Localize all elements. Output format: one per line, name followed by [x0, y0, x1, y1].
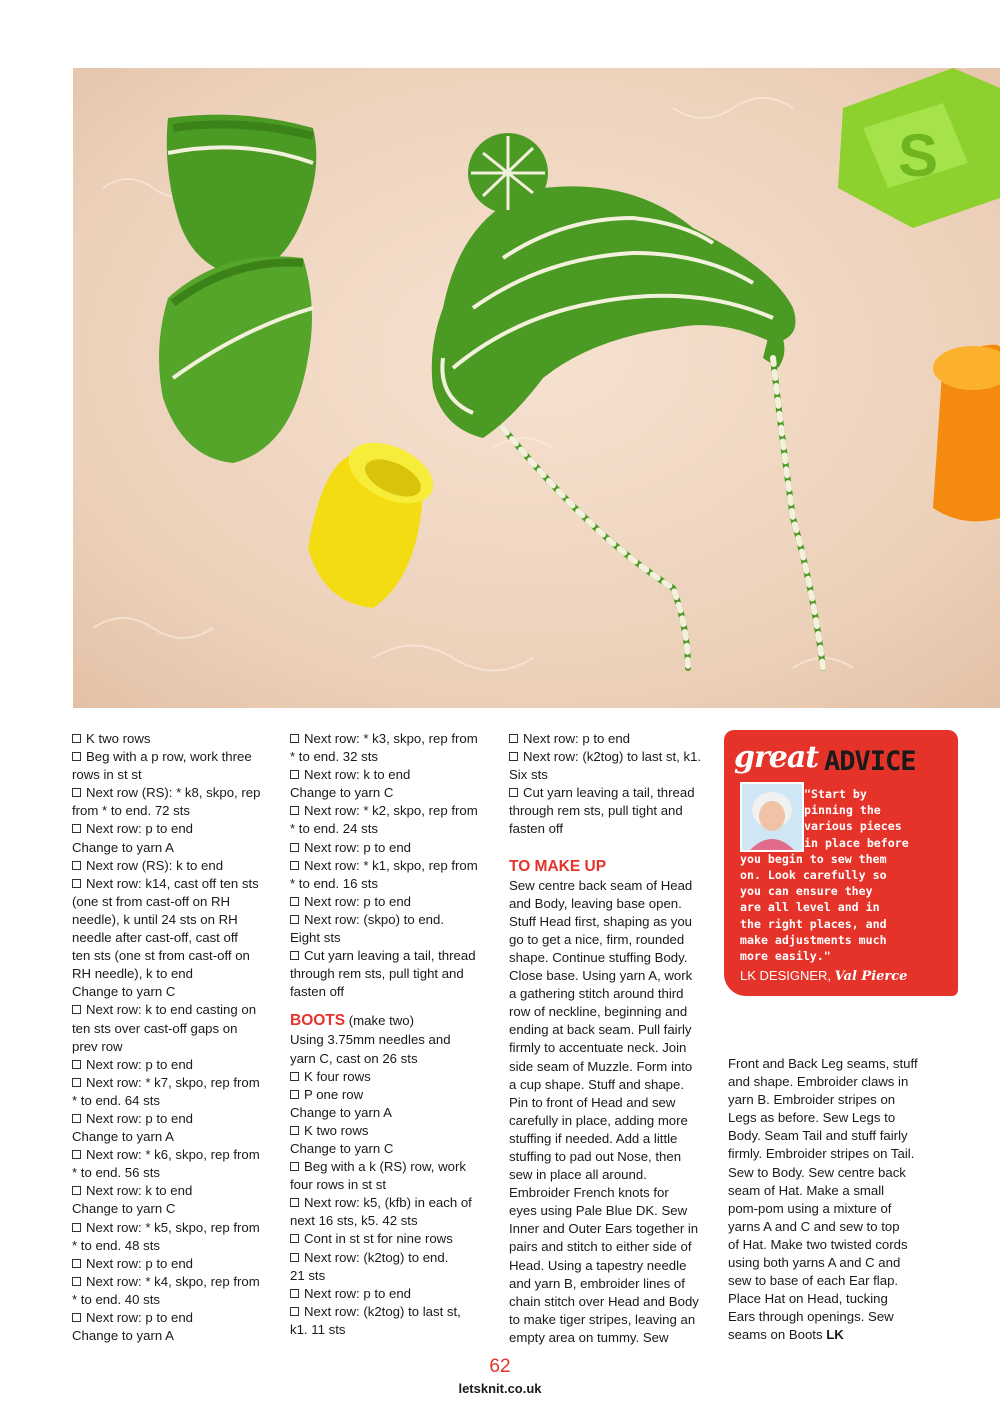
make-up-heading: TO MAKE UP [509, 857, 607, 875]
checkbox-icon[interactable] [290, 1234, 299, 1243]
instruction-line: Place Hat on Head, tucking [728, 1291, 888, 1307]
instruction-line: Embroider French knots for [509, 1185, 669, 1201]
instruction-line: pom-pom using a mixture of [728, 1200, 892, 1216]
advice-quote [740, 786, 950, 964]
checkbox-icon[interactable] [290, 1198, 299, 1207]
instruction-line: firmly. Embroider stripes on Tail. [728, 1146, 915, 1162]
boots-finish-instructions [509, 730, 714, 839]
boots-heading: BOOTS (make two) [290, 1012, 415, 1030]
instruction-line: 21 sts [290, 1267, 326, 1283]
checkbox-icon[interactable] [290, 1090, 299, 1099]
instruction-line: go to get a nice, firm, rounded [509, 931, 685, 947]
knitted-hats-illustration [73, 68, 1000, 708]
instruction-line: Sew to Body. Sew centre back [728, 1164, 906, 1180]
instruction-line: Stuff Head first, shaping as you [509, 913, 693, 929]
instruction-line: Front and Back Leg seams, stuff [728, 1056, 918, 1071]
quote-line: various pieces [804, 819, 902, 834]
instruction-line: Next row: k to end [72, 1182, 277, 1200]
instruction-line: yarn B. Embroider stripes on [728, 1092, 896, 1108]
instruction-line: side seam of Muzzle. Form into [509, 1058, 693, 1074]
instruction-line: ten sts (one st from cast-off on [72, 948, 250, 964]
instruction-line: Next row: * k6, skpo, rep from [72, 1146, 277, 1164]
checkbox-icon[interactable] [72, 861, 81, 870]
instruction-line: (one st from cast-off on RH [72, 893, 231, 909]
instruction-line: and shape. Embroider claws in [728, 1074, 909, 1090]
quote-line: "Start by [804, 787, 867, 801]
checkbox-icon[interactable] [290, 734, 299, 743]
checkbox-icon[interactable] [290, 1162, 299, 1171]
instruction-line: sew to base of each Ear flap. [728, 1273, 899, 1289]
quote-line: the right places, and [740, 916, 887, 931]
instruction-line: Next row: k to end [290, 766, 495, 784]
instruction-line: Next row: p to end [72, 1309, 277, 1327]
instruction-line: Next row (RS): * k8, skpo, rep [72, 784, 277, 802]
instruction-line: needle), k until 24 sts on RH [72, 911, 238, 927]
checkbox-icon[interactable] [72, 1150, 81, 1159]
instruction-line: using both yarns A and C and [728, 1255, 901, 1271]
instruction-line: empty area on tummy. Sew [509, 1329, 669, 1345]
instruction-line: stuffing if needed. Add a little [509, 1130, 678, 1146]
instruction-line: Inner and Outer Ears together in [509, 1221, 699, 1237]
instruction-line: K two rows [72, 730, 277, 748]
instruction-line: Next row: k14, cast off ten sts [72, 875, 277, 893]
checkbox-icon[interactable] [72, 1060, 81, 1069]
checkbox-icon[interactable] [290, 1307, 299, 1316]
advice-credit: LK DESIGNER, Val Pierce [740, 968, 908, 984]
checkbox-icon[interactable] [290, 897, 299, 906]
instruction-line: Using 3.75mm needles and [290, 1032, 451, 1048]
instruction-line: K four rows [290, 1068, 495, 1086]
instruction-line: Six sts [509, 767, 548, 783]
instruction-line: Next row: (k2tog) to end. [290, 1249, 495, 1267]
instruction-line: * to end. 16 sts [290, 875, 378, 891]
checkbox-icon[interactable] [72, 1277, 81, 1286]
pattern-column-2 [290, 730, 495, 1339]
great-advice-box [724, 730, 958, 996]
quote-line: make adjustments much [740, 932, 887, 947]
boots-instructions [290, 1031, 495, 1339]
instruction-line: Next row: k to end casting on [72, 1001, 277, 1019]
instruction-line: Next row: * k3, skpo, rep from [290, 730, 495, 748]
instruction-line: Next row: * k1, skpo, rep from [290, 857, 495, 875]
instruction-line: Head. Using a tapestry needle [509, 1257, 687, 1273]
instruction-line: Next row: * k2, skpo, rep from [290, 802, 495, 820]
instruction-line: prev row [72, 1038, 123, 1054]
checkbox-icon[interactable] [72, 1078, 81, 1087]
instruction-line: Next row: * k7, skpo, rep from [72, 1074, 277, 1092]
advice-title-great: great [734, 740, 819, 775]
quote-line: pinning the [804, 803, 881, 818]
instruction-line: Cut yarn leaving a tail, thread [509, 784, 714, 802]
checkbox-icon[interactable] [509, 752, 518, 761]
instruction-line: chain stitch over Head and Body [509, 1293, 699, 1309]
lk-signoff: LK [822, 1327, 844, 1343]
quote-line: are all level and in [740, 900, 880, 915]
instruction-line: * to end. 48 sts [72, 1237, 160, 1253]
toy-cup-orange [933, 345, 1000, 522]
instruction-line: Change to yarn A [72, 1129, 174, 1145]
pattern-column-1 [72, 730, 277, 1345]
instruction-line: Next row: p to end [72, 1110, 277, 1128]
instruction-line: Change to yarn A [72, 1328, 174, 1344]
instruction-line: Next row: p to end [290, 893, 495, 911]
instruction-line: a gathering stitch around third [509, 986, 684, 1002]
checkbox-icon[interactable] [72, 879, 81, 888]
instruction-line: firmly to accentuate neck. Join [509, 1040, 687, 1056]
instruction-line: fasten off [290, 984, 345, 1000]
website-url: letsknit.co.uk [458, 1381, 542, 1396]
instruction-line: carefully in place, adding more [509, 1112, 688, 1128]
instruction-line: yarn C, cast on 26 sts [290, 1050, 418, 1066]
checkbox-icon[interactable] [72, 1114, 81, 1123]
instruction-line: Body. Seam Tail and stuff fairly [728, 1128, 908, 1144]
instruction-line: Close base. Using yarn A, work [509, 968, 693, 984]
instruction-line: K two rows [290, 1122, 495, 1140]
instruction-line: Change to yarn C [72, 1201, 176, 1217]
instruction-line: Change to yarn C [72, 984, 176, 1000]
instruction-line: fasten off [509, 821, 564, 837]
instruction-line: Next row: k5, (kfb) in each of [290, 1194, 495, 1212]
checkbox-icon[interactable] [72, 1259, 81, 1268]
quote-line: in place before [804, 835, 909, 850]
instruction-line: a cup shape. Stuff and shape. [509, 1076, 684, 1092]
checkbox-icon[interactable] [72, 1186, 81, 1195]
advice-title [732, 740, 957, 776]
instruction-line: pairs and stitch to either side of [509, 1239, 692, 1255]
instruction-line: Beg with a k (RS) row, work [290, 1158, 495, 1176]
checkbox-icon[interactable] [290, 1253, 299, 1262]
instruction-line: * to end. 40 sts [72, 1291, 160, 1307]
instruction-line: * to end. 24 sts [290, 821, 378, 837]
instruction-line: Next row: p to end [509, 730, 714, 748]
instruction-line: Next row: (k2tog) to last st, [290, 1303, 495, 1321]
instruction-line: ending at back seam. Pull fairly [509, 1022, 692, 1038]
instruction-line: Sew centre back seam of Head [509, 877, 693, 893]
advice-title-word: ADVICE [824, 746, 916, 777]
instruction-line: Change to yarn A [290, 1104, 392, 1120]
instruction-line: seam of Hat. Make a small [728, 1182, 885, 1198]
instruction-line: row of neckline, beginning and [509, 1004, 688, 1020]
pattern-column-4 [728, 1055, 958, 1345]
hat-crown-instructions [290, 730, 495, 1001]
make-up-instructions [509, 877, 714, 1347]
instruction-line: Next row: (skpo) to end. [290, 911, 495, 929]
quote-line: you begin to sew them [740, 851, 887, 866]
checkbox-icon[interactable] [72, 752, 81, 761]
checkbox-icon[interactable] [290, 806, 299, 815]
instruction-line: four rows in st st [290, 1177, 387, 1193]
instruction-line: Next row: p to end [290, 1285, 495, 1303]
quote-line: more easily." [740, 949, 831, 964]
instruction-line: Next row: p to end [290, 839, 495, 857]
instruction-line: * to end. 32 sts [290, 749, 378, 765]
instruction-line: next 16 sts, k5. 42 sts [290, 1213, 418, 1229]
checkbox-icon[interactable] [290, 770, 299, 779]
instruction-line: Change to yarn C [290, 785, 394, 801]
instruction-line: Next row: * k4, skpo, rep from [72, 1273, 277, 1291]
checkbox-icon[interactable] [290, 1289, 299, 1298]
page-number: 62 [489, 1356, 511, 1377]
instruction-line: Next row: p to end [72, 1255, 277, 1273]
instruction-line: needle after cast-off, cast off [72, 930, 238, 946]
pattern-column-3 [509, 730, 714, 1347]
checkbox-icon[interactable] [290, 951, 299, 960]
instruction-line: rows in st st [72, 767, 142, 783]
hero-photo [73, 68, 1000, 708]
checkbox-icon[interactable] [509, 734, 518, 743]
checkbox-icon[interactable] [290, 1126, 299, 1135]
checkbox-icon[interactable] [290, 1072, 299, 1081]
checkbox-icon[interactable] [290, 843, 299, 852]
instruction-line: Next row: p to end [72, 1056, 277, 1074]
instruction-line: P one row [290, 1086, 495, 1104]
instruction-line: eyes using Pale Blue DK. Sew [509, 1203, 688, 1219]
checkbox-icon[interactable] [72, 1313, 81, 1322]
instruction-line: seams on Boots LK [728, 1327, 844, 1343]
checkbox-icon[interactable] [509, 788, 518, 797]
instruction-line: shape. Continue stuffing Body. [509, 949, 688, 965]
instruction-line: stuffing to pad out Nose, then [509, 1148, 682, 1164]
checkbox-icon[interactable] [290, 861, 299, 870]
instruction-line: Cut yarn leaving a tail, thread [290, 947, 495, 965]
quote-line: on. Look carefully so [740, 868, 887, 883]
instruction-line: Next row: p to end [72, 820, 277, 838]
instruction-line: and Body, leaving base open. [509, 895, 682, 911]
instruction-line: * to end. 56 sts [72, 1165, 160, 1181]
instruction-line: Eight sts [290, 930, 341, 946]
checkbox-icon[interactable] [72, 824, 81, 833]
instruction-line: Legs as before. Sew Legs to [728, 1110, 896, 1126]
instruction-line: Beg with a p row, work three [72, 748, 277, 766]
svg-text:S: S [898, 122, 939, 189]
instruction-line: through rem sts, pull tight and [509, 803, 683, 819]
instruction-line: Change to yarn A [72, 839, 174, 855]
pom-pom [468, 133, 548, 213]
instruction-line: Pin to front of Head and sew [509, 1094, 676, 1110]
checkbox-icon[interactable] [72, 788, 81, 797]
instruction-line: Cont in st st for nine rows [290, 1230, 495, 1248]
instruction-line: Next row: * k5, skpo, rep from [72, 1219, 277, 1237]
instruction-line: of Hat. Make two twisted cords [728, 1236, 908, 1252]
instruction-line: yarns A and C and sew to top [728, 1218, 900, 1234]
instruction-line: Ears through openings. Sew [728, 1309, 894, 1325]
instruction-line: Change to yarn C [290, 1140, 394, 1156]
instruction-line: through rem sts, pull tight and [290, 966, 464, 982]
instruction-line: * to end. 64 sts [72, 1092, 160, 1108]
instruction-line: Next row: (k2tog) to last st, k1. [509, 748, 714, 766]
instruction-line: sew in place all around. [509, 1167, 647, 1183]
instruction-line: k1. 11 sts [290, 1321, 346, 1337]
instruction-line: to make tiger stripes, leaving an [509, 1311, 696, 1327]
checkbox-icon[interactable] [72, 1005, 81, 1014]
checkbox-icon[interactable] [290, 915, 299, 924]
instruction-line: from * to end. 72 sts [72, 803, 191, 819]
instruction-line: ten sts over cast-off gaps on [72, 1020, 238, 1036]
checkbox-icon[interactable] [72, 1223, 81, 1232]
quote-line: you can ensure they [740, 884, 873, 899]
instruction-line: RH needle), k to end [72, 966, 193, 982]
checkbox-icon[interactable] [72, 734, 81, 743]
instruction-line: and yarn B, embroider lines of [509, 1275, 685, 1291]
instruction-line: Next row (RS): k to end [72, 857, 277, 875]
